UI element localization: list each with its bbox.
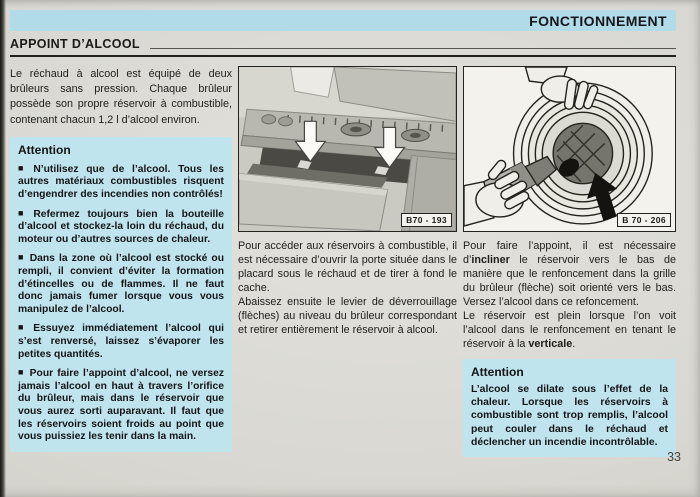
control-knob [262, 115, 276, 124]
illustration-caption-badge: B 70 - 206 [617, 213, 671, 227]
attention-bullet [18, 367, 224, 444]
attention-bullet [18, 163, 224, 202]
refill-text: le réservoir vers le bas de manière que le renfoncement dans la grille du brûleur (flèche) soit orienté vers le bas. Versez l’alcool dans ce refoncement. [463, 254, 676, 308]
bullet-square-icon: ■ [18, 322, 29, 333]
level-paragraph [463, 309, 676, 351]
bullet-square-icon: ■ [18, 207, 29, 218]
intro-paragraph: Le réchaud à alcool est équipé de deux brûleurs sans pression. Chaque brûleur possède son propre réservoir à combustible, contenant chacun 1,2 l d’alcool environ. [10, 68, 232, 126]
burner-refill-illustration [464, 67, 675, 231]
attention-bullet [18, 252, 224, 316]
scan-edge-shadow [0, 0, 6, 497]
level-bold-word: verticale [528, 338, 573, 350]
control-knob [279, 117, 293, 126]
content-columns [10, 64, 676, 457]
attention-title: Attention [471, 365, 524, 379]
attention-box-left [10, 137, 232, 452]
page-number: 33 [667, 450, 681, 464]
bullet-text: Pour faire l’appoint d’alcool, ne versez jamais l’alcool en haut à travers l’orifice du brûleur, mais dans le réservoir que vous aurez sorti auparavant. Il faut que les réservoirs soient froids au point que vous puissiez les tenir dans la main. [18, 368, 224, 443]
attention-title: Attention [18, 142, 71, 157]
attention-box-right [463, 359, 676, 457]
access-paragraph: Pour accéder aux réservoirs à combustible, il est nécessaire d’ouvrir la porte située dans le placard sous le réchaud et de tirer à fond le cache. [238, 240, 457, 294]
bullet-square-icon: ■ [18, 252, 25, 263]
bullet-text: N’utilisez que de l’alcool. Tous les autres matériaux combustibles risquent d’engendrer des incendies non contrôlés! [18, 163, 224, 200]
photo-caption-badge: B70 - 193 [401, 213, 452, 227]
refill-bold-word: incliner [471, 254, 510, 266]
level-text: Le réservoir est plein lorsque l’on voit l’alcool dans le renfoncement en tenant le réservoir à la [463, 310, 676, 350]
left-column [10, 64, 232, 457]
refill-illustration-figure [463, 66, 676, 232]
attention-text: L’alcool se dilate sous l’effet de la chaleur. Lorsque les réservoirs à combustible sont trop remplis, l’alcool peut couler dans le réchaud et déclencher un incendie incontrôlable. [471, 384, 668, 448]
bullet-text: Essuyez immédiatement l’alcool qui s’est renversé, laissez s’évaporer les petites quantités. [18, 323, 224, 360]
bullet-text: Dans la zone où l’alcool est stocké ou rempli, il convient d’éviter la formation d’étincelles ou de flammes. Il ne faut donc jamais fumer lorsque vous vous manipulez de l’alcool. [18, 253, 225, 315]
refill-paragraph [463, 239, 676, 309]
title-rule-thick [10, 55, 676, 57]
title-underline-thin [150, 48, 676, 49]
bullet-square-icon: ■ [18, 162, 29, 173]
release-paragraph: Abaissez ensuite le levier de déverrouillage (flèches) au niveau du brûleur correspondant et retirer entièrement le réservoir à alcool. [238, 296, 457, 336]
stove-drawer-photo [239, 67, 456, 231]
bullet-text: Refermez toujours bien la bouteille d’alcool et stockez-la loin du réchaud, du moteur ou d’autres sources de chaleur. [18, 208, 225, 245]
header-bar [10, 10, 676, 31]
refill-text: Pour faire l’appoint, il est nécessaire d’ [463, 240, 676, 266]
section-title: APPOINT D’ALCOOL [10, 37, 140, 51]
bullet-square-icon: ■ [18, 367, 25, 378]
section-title-row [10, 37, 676, 51]
middle-column [238, 64, 457, 457]
header-title: FONCTIONNEMENT [529, 12, 667, 29]
level-text: . [572, 338, 576, 350]
attention-bullet [18, 208, 224, 247]
right-column [463, 64, 676, 457]
stove-photo-figure [238, 66, 457, 232]
attention-bullet [18, 322, 224, 361]
